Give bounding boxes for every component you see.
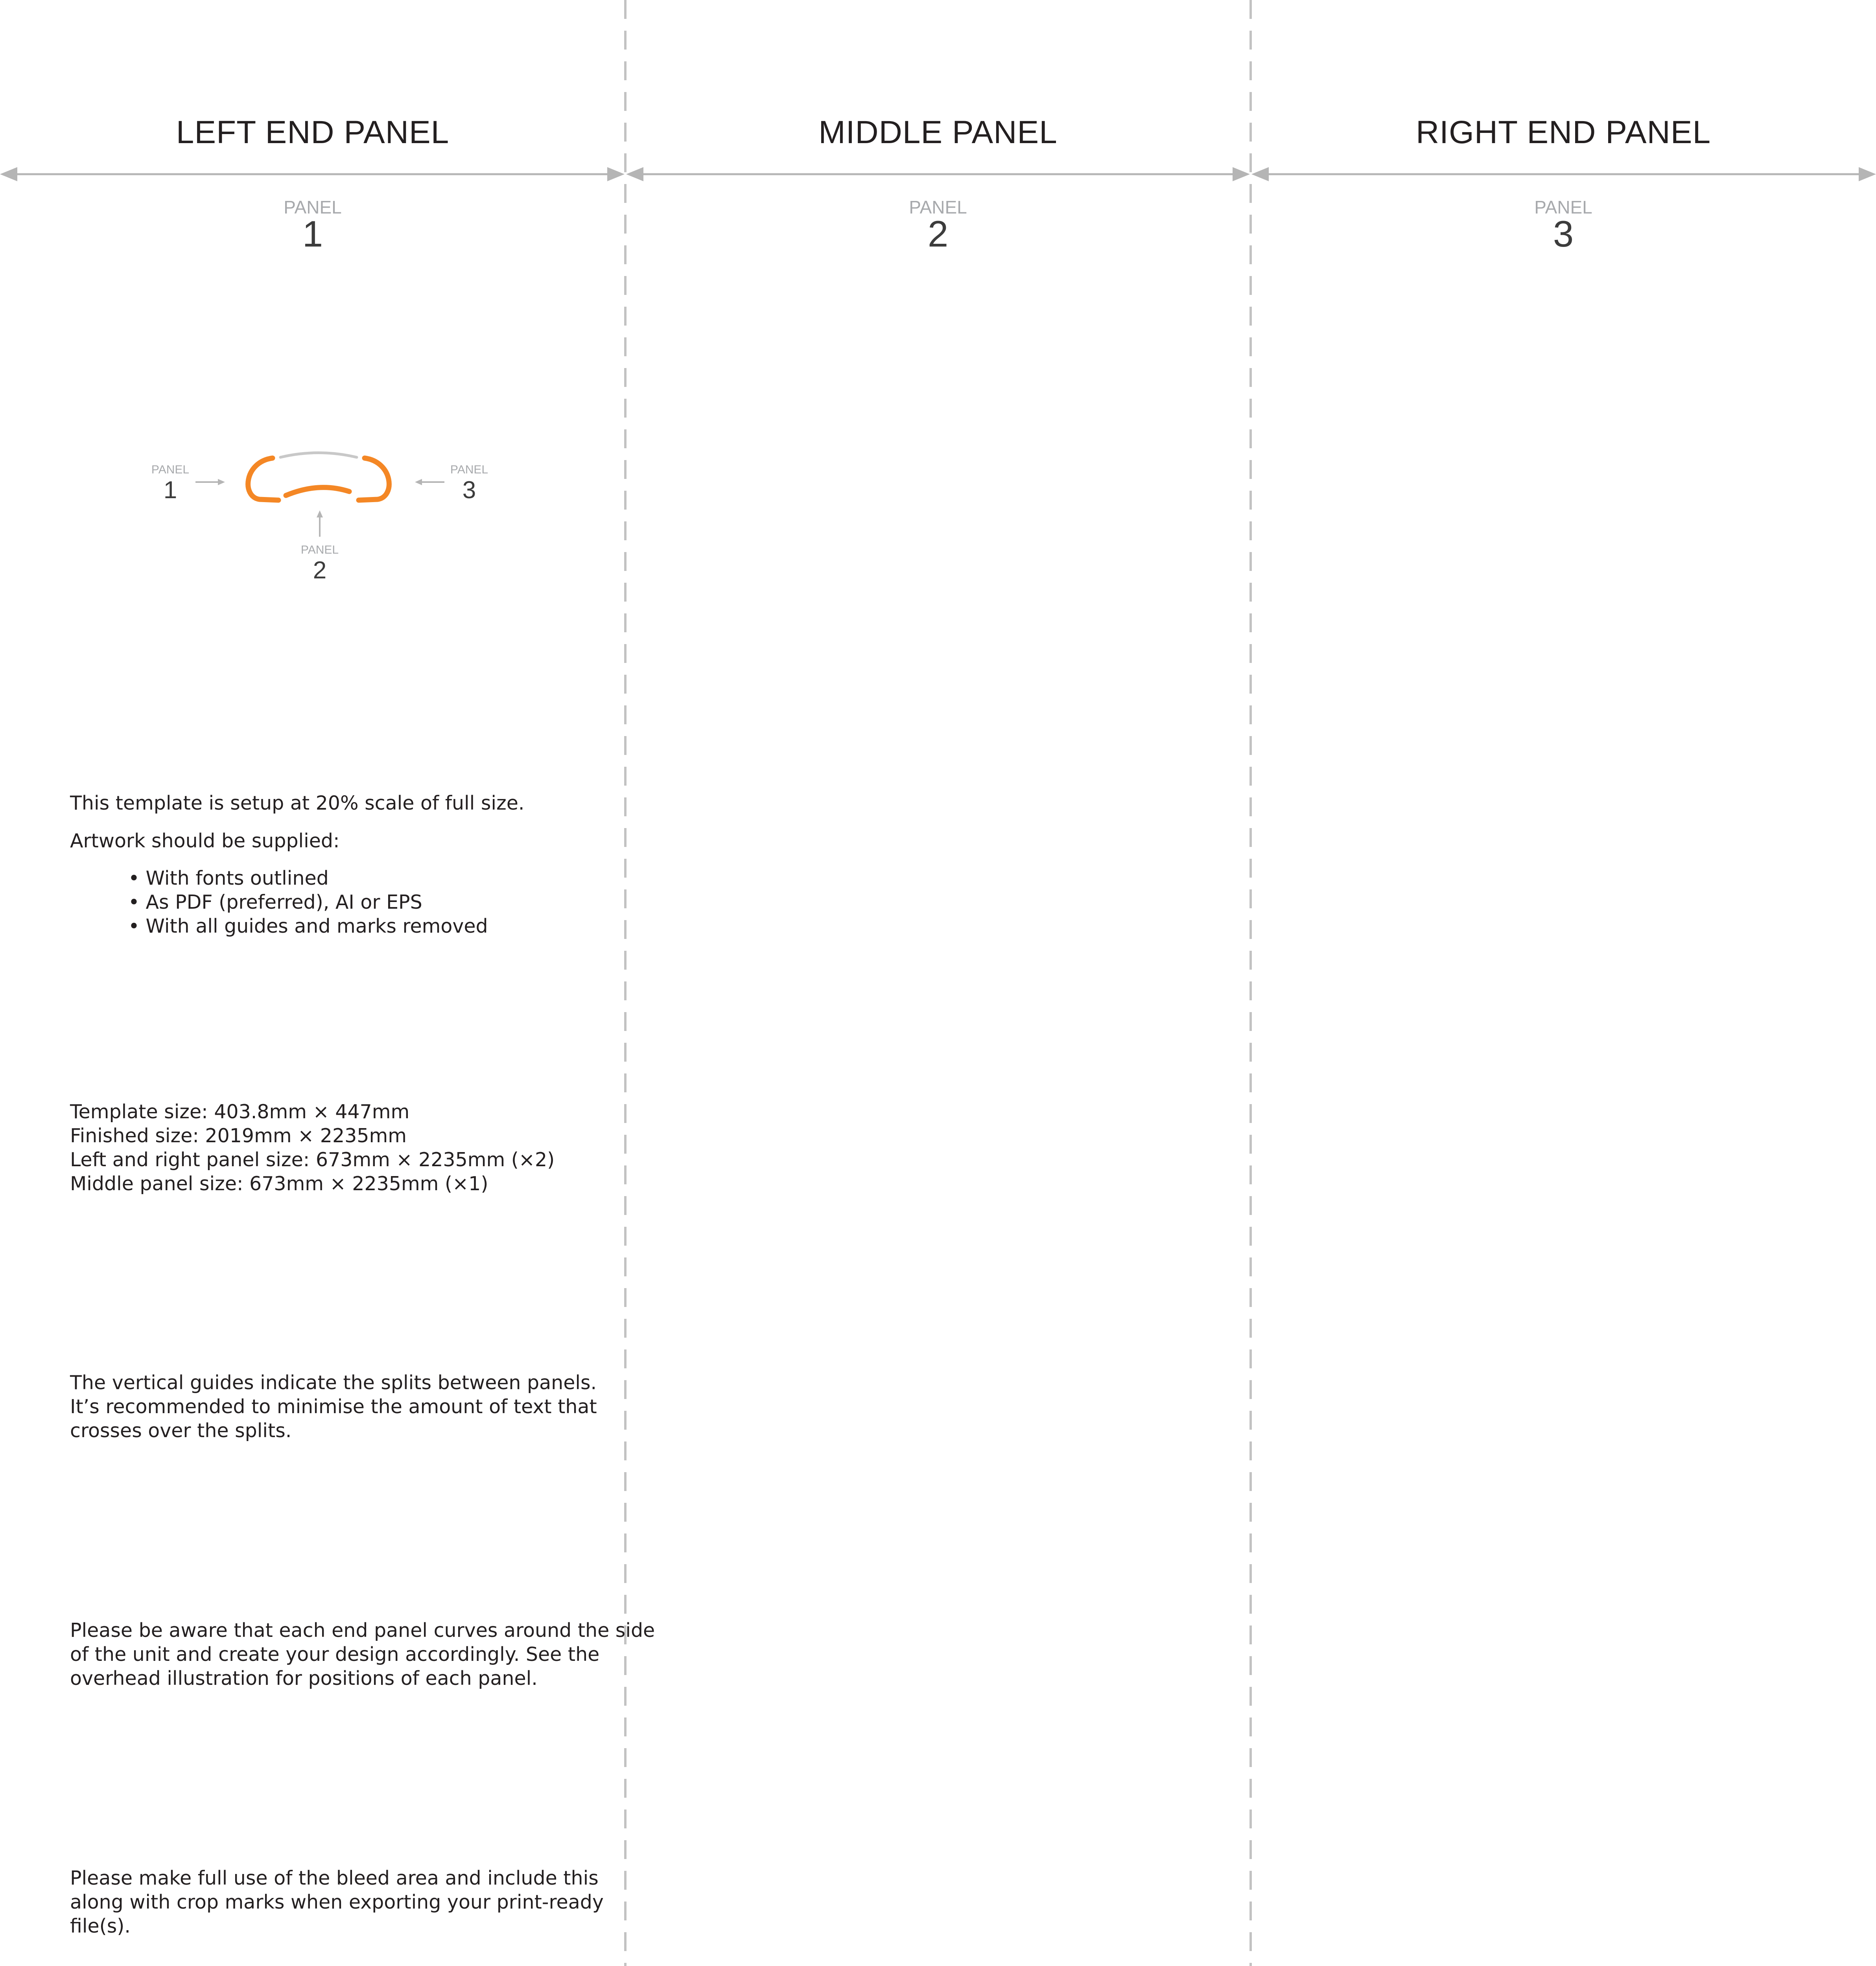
- panel-title-right: RIGHT END PANEL: [1415, 114, 1711, 150]
- note-bleed: [70, 1866, 652, 1938]
- note-artwork-heading: Artwork should be supplied:: [70, 830, 340, 852]
- diagram-panel-2-kicker: PANEL: [300, 543, 339, 556]
- end-panel-right-curve: [359, 458, 389, 500]
- diagram-panel-3-number: 3: [462, 477, 476, 504]
- diagram-panel-1-number: 1: [163, 477, 177, 504]
- panel-3-number: 3: [1553, 213, 1574, 254]
- middle-panel-line: [286, 488, 349, 495]
- panel-title-middle: MIDDLE PANEL: [818, 114, 1058, 150]
- panel-2-number: 2: [927, 213, 949, 254]
- panel-title-left: LEFT END PANEL: [176, 114, 450, 150]
- diagram-arrow-panel-2: [317, 510, 323, 537]
- diagram-panel-1-kicker: PANEL: [151, 463, 190, 476]
- artwork-requirement-item: • As PDF (preferred), AI or EPS: [128, 890, 684, 914]
- note-sizes: [70, 1100, 684, 1196]
- note-scale: [70, 791, 684, 815]
- end-panel-left-curve: [248, 458, 278, 500]
- note-guides: [70, 1371, 628, 1443]
- artwork-requirement-item: • With fonts outlined: [128, 866, 684, 890]
- note-curves: [70, 1618, 668, 1690]
- artwork-requirement-item: • With all guides and marks removed: [128, 914, 684, 938]
- diagram-panel-3-kicker: PANEL: [450, 463, 488, 476]
- finished-size: Finished size: 2019mm × 2235mm: [70, 1125, 407, 1147]
- note-bleed-text: Please make full use of the bleed area and include this along with crop marks when exporting your print-ready file(s).: [70, 1867, 604, 1937]
- end-panel-size: Left and right panel size: 673mm × 2235mm (×2): [70, 1149, 555, 1171]
- panel-1-number: 1: [302, 213, 323, 254]
- note-artwork: [70, 829, 684, 938]
- middle-panel-size: Middle panel size: 673mm × 2235mm (×1): [70, 1173, 488, 1195]
- artwork-requirements-list: [70, 866, 684, 938]
- panel-1-kicker: PANEL: [284, 197, 342, 217]
- note-scale-text: This template is setup at 20% scale of full size.: [70, 792, 525, 814]
- panel-2-kicker: PANEL: [909, 197, 967, 217]
- template-size: Template size: 403.8mm × 447mm: [70, 1101, 410, 1123]
- note-curves-text: Please be aware that each end panel curves around the side of the unit and create your design accordingly. See the overhead illustration for positions of each panel.: [70, 1619, 655, 1690]
- unit-back-outline: [280, 453, 357, 458]
- diagram-panel-2-number: 2: [313, 557, 327, 584]
- note-guides-text: The vertical guides indicate the splits between panels. It’s recommended to minimise the amount of text that crosses over the splits.: [70, 1371, 597, 1442]
- panel-3-kicker: PANEL: [1534, 197, 1592, 217]
